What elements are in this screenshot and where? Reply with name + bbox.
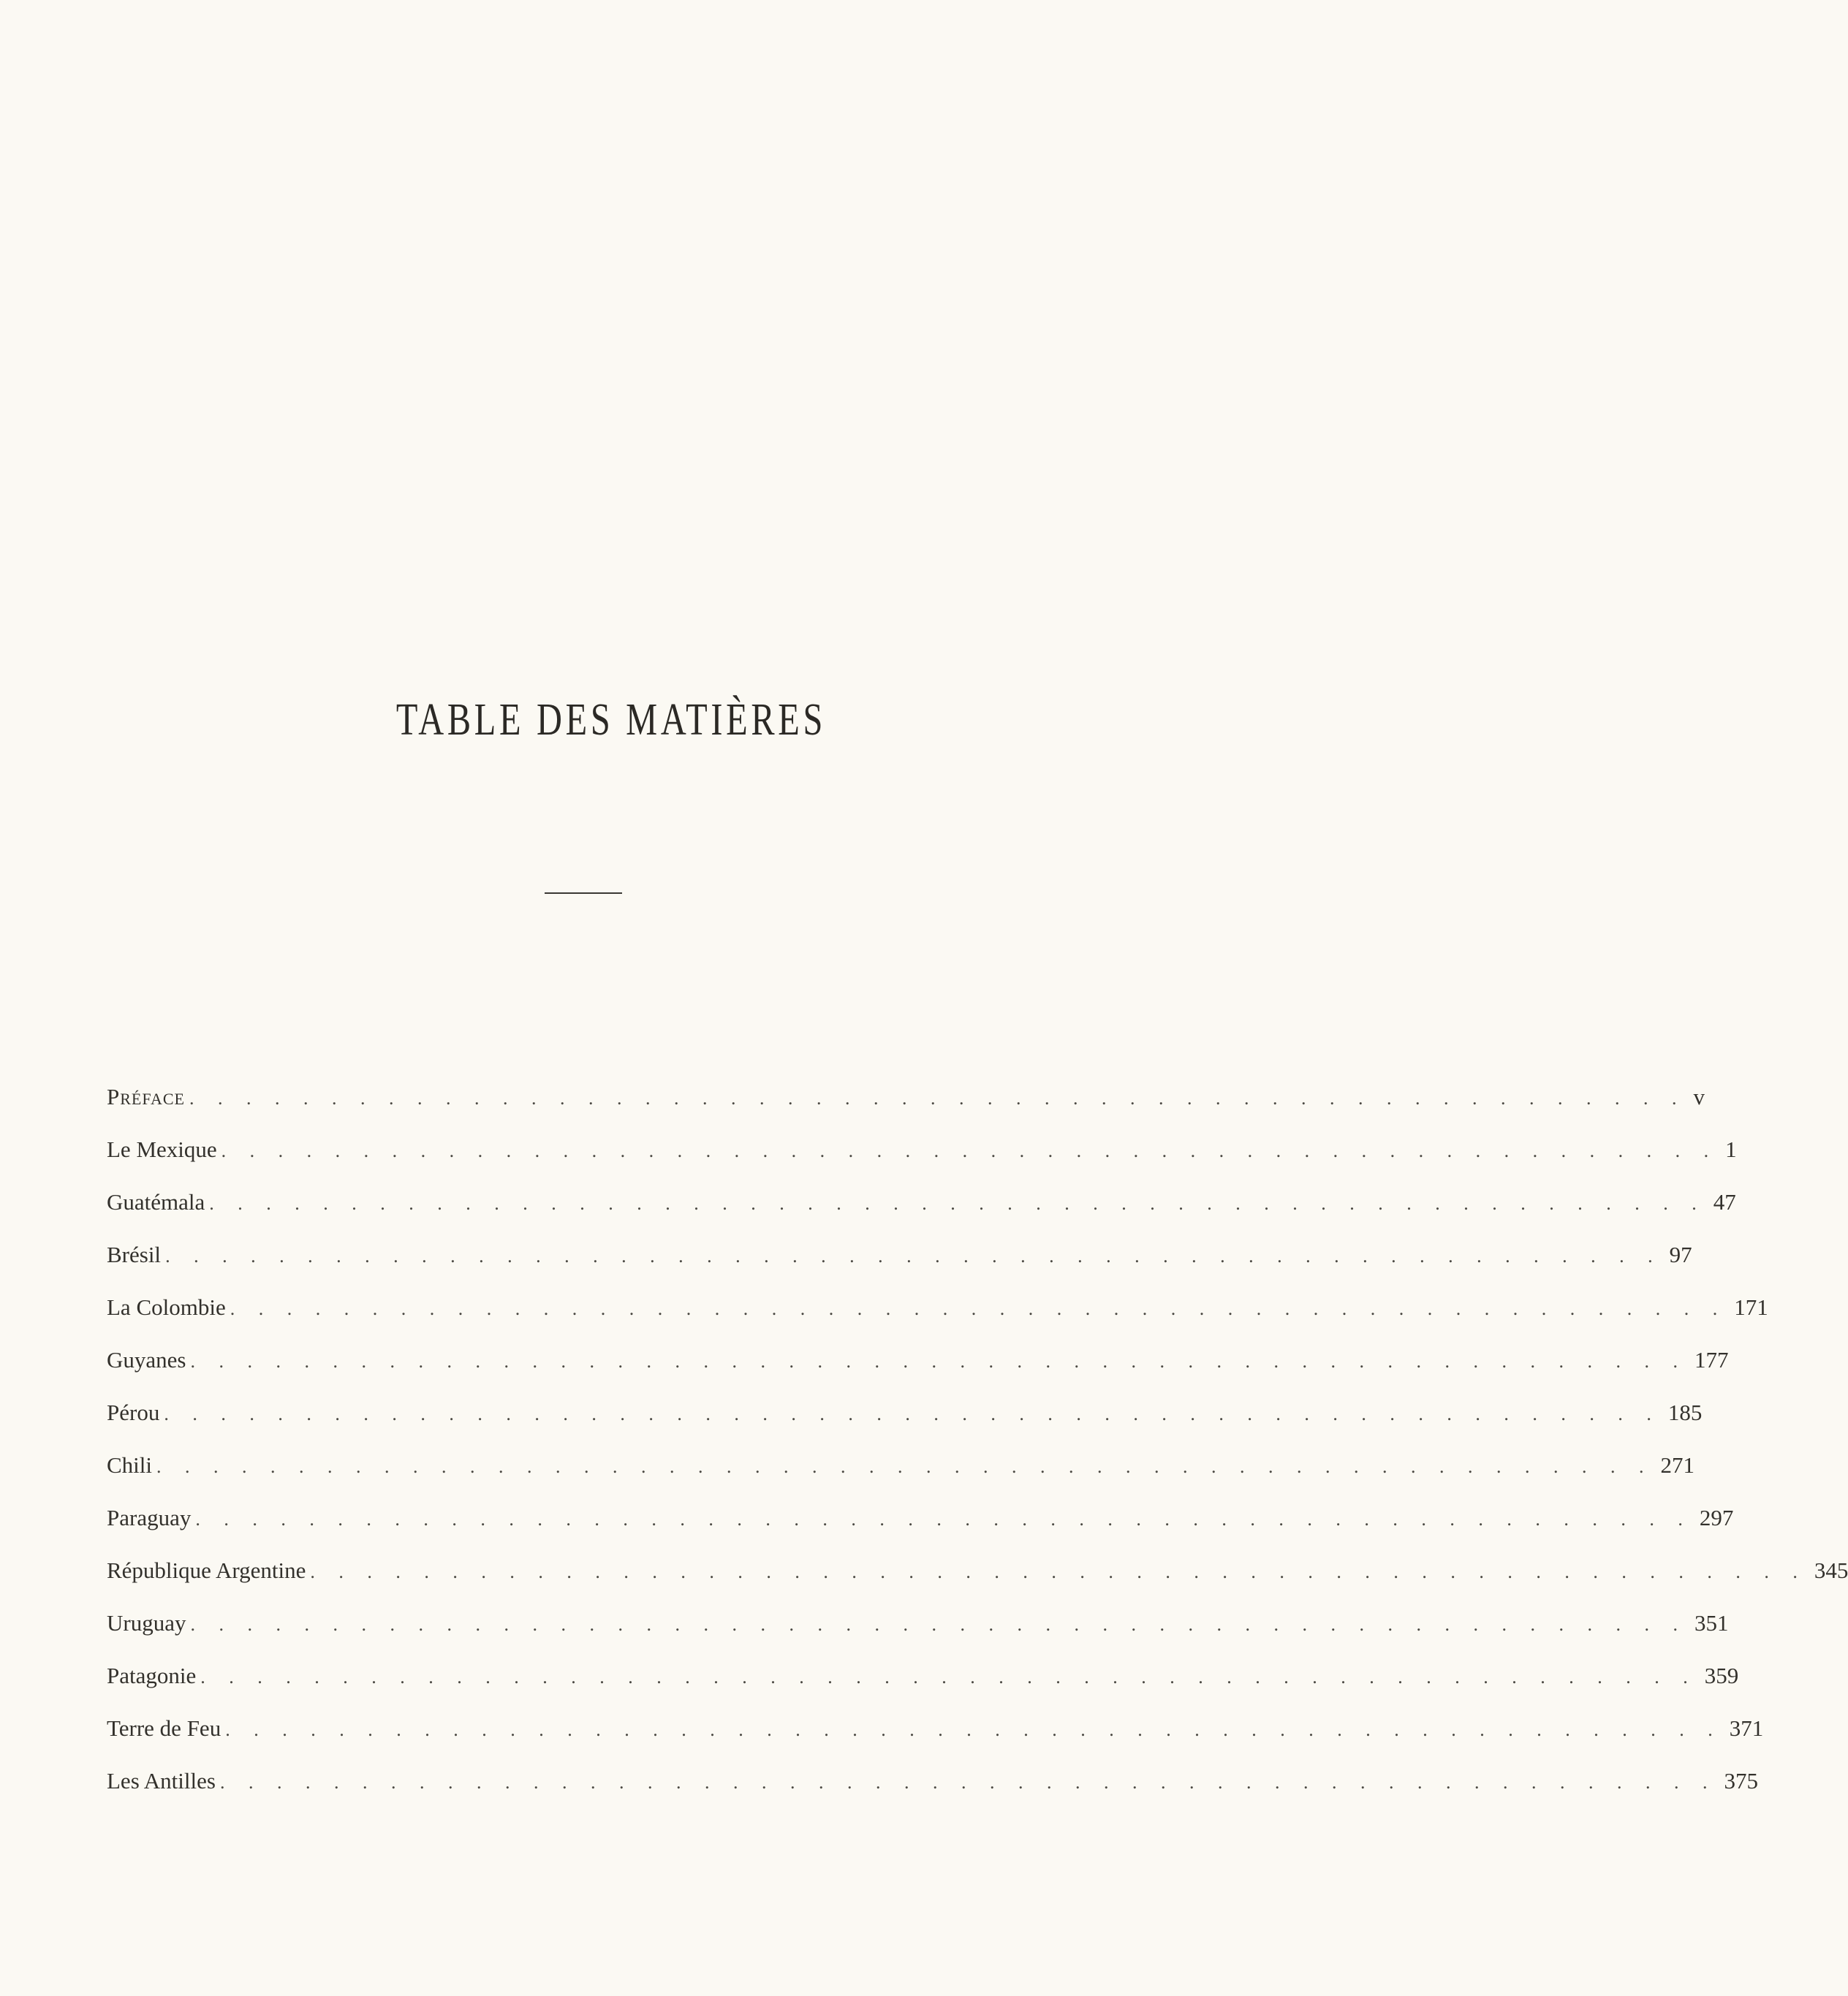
- page-number: 97: [1669, 1242, 1692, 1267]
- toc-entry-preface: [107, 1084, 1705, 1136]
- entry-label: Le Mexique: [107, 1136, 217, 1162]
- dot-leader: . . . . . . . . . . . . . . . . . . . . . . . . . . . . . . . . . . . . . . . . . . . . . . . . . . . . .: [209, 1193, 1706, 1214]
- toc-entry-guyanes: [107, 1347, 1729, 1400]
- toc-entry-les-antilles: [107, 1768, 1758, 1821]
- title-divider: [545, 892, 622, 894]
- entry-label: Patagonie: [107, 1663, 197, 1688]
- page-number: 171: [1734, 1294, 1768, 1320]
- dot-leader: . . . . . . . . . . . . . . . . . . . . . . . . . . . . . . . . . . . . . . . . . . . . . . . . . . . . .: [190, 1351, 1687, 1372]
- entry-label: Les Antilles: [107, 1768, 216, 1794]
- table-of-contents: [107, 1084, 1848, 1821]
- page-number: 351: [1694, 1610, 1729, 1636]
- page-number: 375: [1724, 1768, 1758, 1794]
- toc-entry-paraguay: [107, 1505, 1734, 1557]
- dot-leader: . . . . . . . . . . . . . . . . . . . . . . . . . . . . . . . . . . . . . . . . . . . . . . . . . . . . .: [165, 1245, 1662, 1267]
- page-number: 1: [1725, 1136, 1737, 1162]
- dot-leader: . . . . . . . . . . . . . . . . . . . . . . . . . . . . . . . . . . . . . . . . . . . . . . . . . . . . .: [195, 1509, 1692, 1530]
- toc-entry-chili: [107, 1452, 1695, 1505]
- entry-label: Guyanes: [107, 1347, 186, 1373]
- dot-leader: . . . . . . . . . . . . . . . . . . . . . . . . . . . . . . . . . . . . . . . . . . . . . . . . . . . . .: [225, 1719, 1722, 1740]
- entry-label: Préface: [107, 1084, 185, 1109]
- page-number: 177: [1694, 1347, 1729, 1373]
- page-number: 371: [1729, 1715, 1764, 1741]
- toc-entry-guatemala: [107, 1189, 1736, 1242]
- toc-entry-bresil: [107, 1242, 1692, 1294]
- page-title: TABLE DES MATIÈRES: [395, 694, 827, 745]
- page-number: 297: [1699, 1505, 1734, 1530]
- dot-leader: . . . . . . . . . . . . . . . . . . . . . . . . . . . . . . . . . . . . . . . . . . . . . . . . . . . . .: [219, 1772, 1717, 1793]
- page-number: 345: [1814, 1557, 1848, 1583]
- dot-leader: . . . . . . . . . . . . . . . . . . . . . . . . . . . . . . . . . . . . . . . . . . . . . . . . . . . . .: [200, 1666, 1697, 1688]
- toc-entry-perou: [107, 1400, 1703, 1452]
- dot-leader: . . . . . . . . . . . . . . . . . . . . . . . . . . . . . . . . . . . . . . . . . . . . . . . . . . . . .: [230, 1298, 1727, 1319]
- page-number: 185: [1667, 1400, 1703, 1425]
- toc-entry-la-colombie: [107, 1294, 1768, 1347]
- entry-label: Uruguay: [107, 1610, 186, 1636]
- page-number: 271: [1660, 1452, 1695, 1478]
- page-number: v: [1693, 1084, 1705, 1109]
- entry-label: Brésil: [107, 1242, 162, 1267]
- entry-label: Guatémala: [107, 1189, 205, 1215]
- toc-entry-patagonie: [107, 1663, 1739, 1715]
- dot-leader: . . . . . . . . . . . . . . . . . . . . . . . . . . . . . . . . . . . . . . . . . . . . . . . . . . . . .: [310, 1561, 1807, 1582]
- entry-label: Chili: [107, 1452, 153, 1478]
- entry-label: La Colombie: [107, 1294, 226, 1320]
- dot-leader: . . . . . . . . . . . . . . . . . . . . . . . . . . . . . . . . . . . . . . . . . . . . . . . . . . . . .: [156, 1456, 1654, 1477]
- page-number: 47: [1713, 1189, 1736, 1215]
- entry-label: République Argentine: [107, 1557, 306, 1583]
- toc-entry-terre-de-feu: [107, 1715, 1764, 1768]
- page-number: 359: [1704, 1663, 1739, 1688]
- entry-label: Terre de Feu: [107, 1715, 221, 1741]
- entry-label: Pérou: [107, 1400, 160, 1425]
- toc-entry-republique-argentine: [107, 1557, 1848, 1610]
- dot-leader: . . . . . . . . . . . . . . . . . . . . . . . . . . . . . . . . . . . . . . . . . . . . . . . . . . . . .: [190, 1614, 1687, 1635]
- toc-entry-le-mexique: [107, 1136, 1737, 1189]
- dot-leader: . . . . . . . . . . . . . . . . . . . . . . . . . . . . . . . . . . . . . . . . . . . . . . . . . . . . .: [164, 1403, 1661, 1424]
- dot-leader: . . . . . . . . . . . . . . . . . . . . . . . . . . . . . . . . . . . . . . . . . . . . . . . . . . . . .: [189, 1088, 1686, 1109]
- dot-leader: . . . . . . . . . . . . . . . . . . . . . . . . . . . . . . . . . . . . . . . . . . . . . . . . . . . . .: [221, 1140, 1719, 1161]
- entry-label: Paraguay: [107, 1505, 192, 1530]
- toc-entry-uruguay: [107, 1610, 1729, 1663]
